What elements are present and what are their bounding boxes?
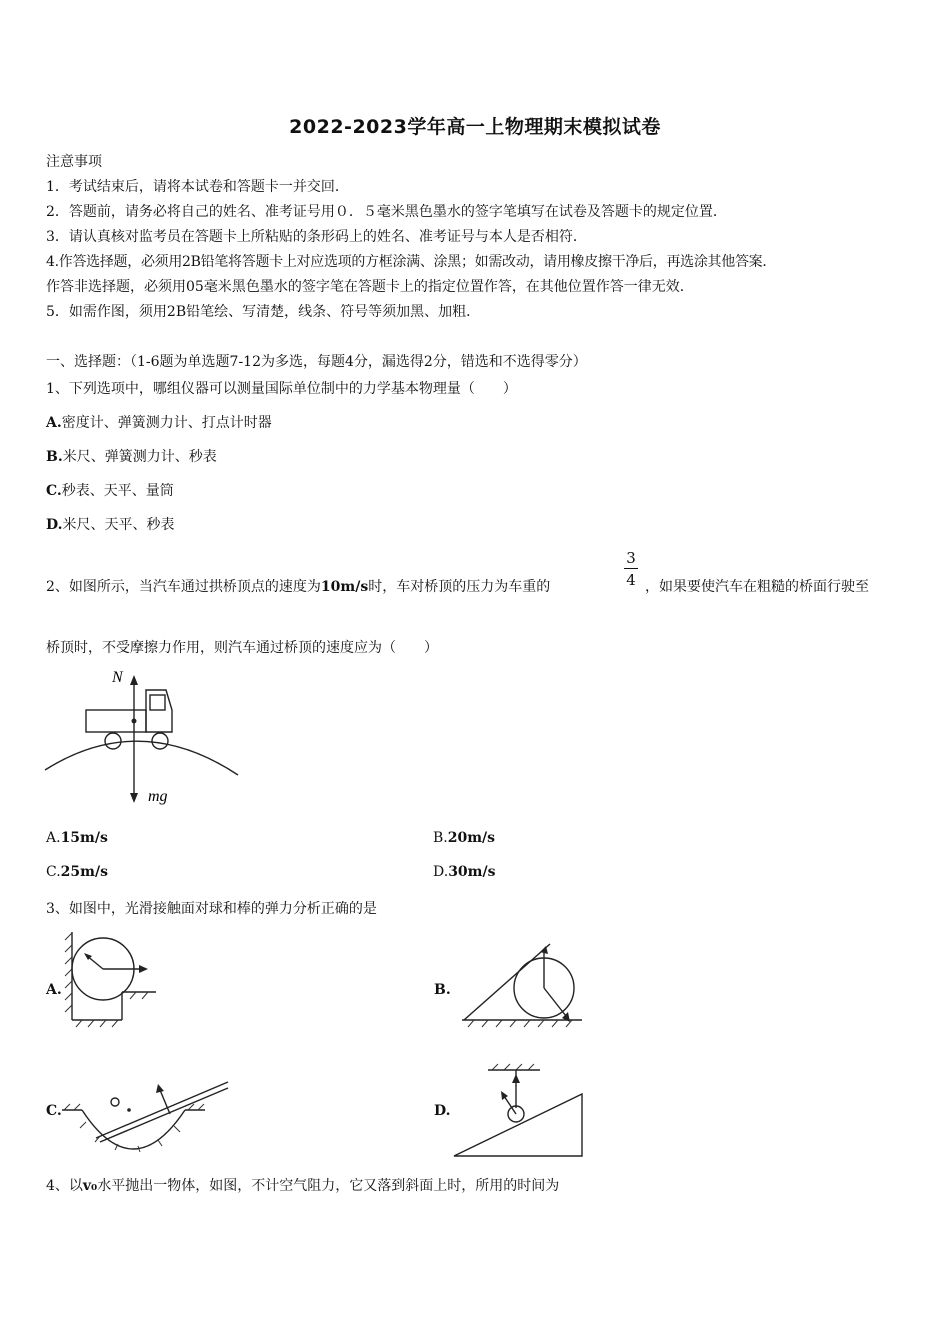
q2-option-c [46, 864, 108, 880]
q2-stem-line2: 桥顶时，不受摩擦力作用，则汽车通过桥顶的速度应为（ ） [46, 640, 438, 656]
q3-label-d: D. [434, 1103, 451, 1119]
q2-stem-a: 2、如图所示，当汽车通过拱桥顶点的速度为 [46, 579, 321, 595]
q2-option-b [433, 830, 495, 846]
page-title: 2022-2023学年高一上物理期末模拟试卷 [289, 116, 661, 138]
q4-v0: v₀ [82, 1178, 98, 1194]
q1-option-d [46, 514, 175, 534]
q1-option-b-text: 米尺、弹簧测力计、秒表 [62, 449, 217, 465]
q3-label-a: A. [46, 982, 62, 998]
q2-stem-c: ，如果要使汽车在粗糙的桥面行驶至 [645, 579, 869, 595]
q2-label-mg: mg [148, 788, 168, 805]
q3-figure-b [458, 938, 588, 1030]
q3-label-c: C. [46, 1103, 62, 1119]
q2-option-b-text: 20m/s [447, 830, 496, 846]
q2-fraction-numerator: 3 [626, 549, 636, 567]
q2-stem-b: 时，车对桥顶的压力为车重的 [368, 579, 551, 595]
notice-item-4-cont: 作答非选择题，必须用05毫米黑色墨水的签字笔在答题卡上的指定位置作答，在其他位置作答一律无效． [46, 279, 694, 295]
q4-stem-b: 水平抛出一物体，如图，不计空气阻力，它又落到斜面上时，所用的时间为 [97, 1178, 560, 1194]
q2-speed: 10m/s [320, 579, 369, 595]
notice-item-5: 5．如需作图，须用2B铅笔绘、写清楚，线条、符号等须加黑、加粗． [46, 304, 481, 320]
q2-option-d-letter: D. [433, 864, 449, 880]
q2-option-a-letter: A. [46, 830, 61, 846]
q1-option-a-letter: A. [46, 415, 62, 431]
q1-option-d-text: 米尺、天平、秒表 [62, 517, 175, 533]
notice-item-3: 3．请认真核对监考员在答题卡上所粘贴的条形码上的姓名、准考证号与本人是否相符． [46, 229, 587, 245]
q2-option-a [46, 830, 108, 846]
q3-label-b: B. [434, 982, 451, 998]
q4-stem-a: 4、以 [46, 1178, 83, 1194]
q2-option-c-text: 25m/s [60, 864, 108, 880]
q3-figure-d [452, 1064, 587, 1159]
q2-option-d-text: 30m/s [448, 864, 496, 880]
section1-heading: 一、选择题：（1-6题为单选题7-12为多选，每题4分，漏选得2分，错选和不选得零分） [46, 354, 587, 370]
q2-fraction [622, 548, 640, 591]
q2-label-N: N [112, 669, 123, 686]
q2-option-d [433, 864, 495, 880]
q3-figure-a [62, 928, 162, 1028]
q2-fraction-denominator: 4 [626, 571, 636, 589]
q1-option-b [46, 446, 217, 466]
notice-item-1: 1．考试结束后，请将本试卷和答题卡一并交回． [46, 179, 349, 195]
q1-option-a [46, 412, 272, 432]
notice-item-2: 2．答题前，请务必将自己的姓名、准考证号用０．５毫米黑色墨水的签字笔填写在试卷及答题卡的规定位置． [46, 204, 727, 220]
q3-figure-c [60, 1078, 235, 1153]
q2-stem-line1 [46, 576, 550, 596]
q1-option-c [46, 480, 174, 500]
q2-option-b-letter: B. [433, 830, 448, 846]
q2-truck-bridge-figure [40, 665, 245, 810]
q2-option-a-text: 15m/s [60, 830, 108, 846]
q1-option-d-letter: D. [46, 517, 63, 533]
q1-stem: 1、下列选项中，哪组仪器可以测量国际单位制中的力学基本物理量（ ） [46, 381, 517, 397]
notice-heading: 注意事项 [46, 154, 102, 170]
q1-option-b-letter: B. [46, 449, 63, 465]
q2-option-c-letter: C. [46, 864, 61, 880]
notice-item-4: 4.作答选择题，必须用2B铅笔将答题卡上对应选项的方框涂满、涂黑；如需改动，请用橡皮擦干净后，再选涂其他答案． [46, 254, 777, 270]
q1-option-c-text: 秒表、天平、量筒 [61, 483, 174, 499]
q3-stem: 3、如图中，光滑接触面对球和棒的弹力分析正确的是 [46, 901, 377, 917]
q1-option-a-text: 密度计、弹簧测力计、打点计时器 [61, 415, 272, 431]
q1-option-c-letter: C. [46, 483, 62, 499]
q4-stem [46, 1175, 559, 1195]
